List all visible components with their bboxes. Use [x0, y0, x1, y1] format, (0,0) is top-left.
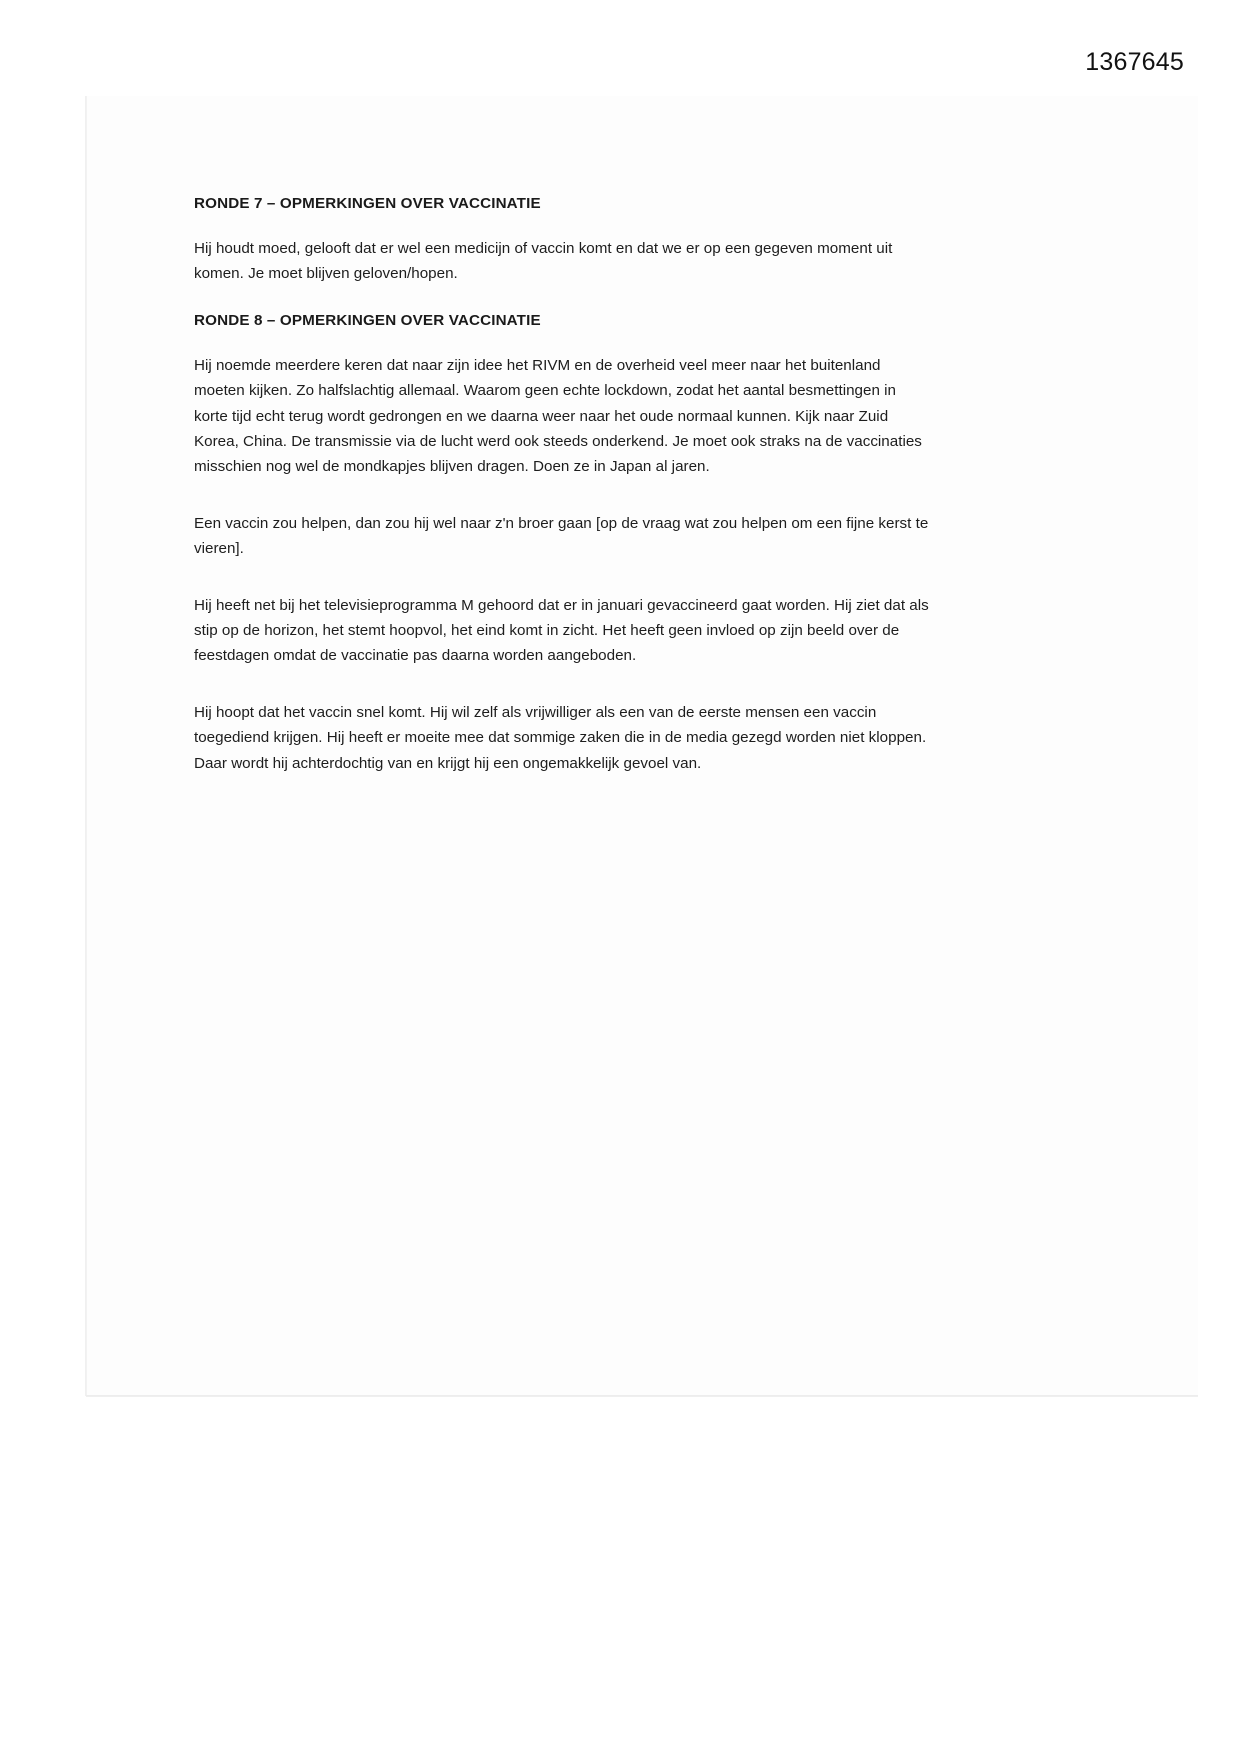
page-identifier: 1367645	[1085, 48, 1184, 76]
spacer	[194, 332, 931, 353]
spacer	[194, 669, 931, 700]
scan-edge-left	[86, 96, 87, 1396]
spacer	[194, 287, 931, 310]
spacer	[194, 480, 931, 511]
paragraph-ronde-8-1: Hij noemde meerdere keren dat naar zijn idee het RIVM en de overheid veel meer naar het buitenland moeten kijken. Zo halfslachtig allemaal. Waarom geen echte lockdown, zodat het aantal besmettingen in korte tijd echt terug wordt gedrongen en we daarna weer naar het oude normaal kunnen. Kijk naar Zuid Korea, China. De transmissie via de lucht werd ook steeds onderkend. Je moet ook straks na de vaccinaties misschien nog wel de mondkapjes blijven dragen. Doen ze in Japan al jaren.	[194, 356, 922, 476]
spacer	[194, 562, 931, 593]
paragraph-ronde-8-3: Hij heeft net bij het televisieprogramma M gehoord dat er in januari gevaccineerd gaat worden. Hij ziet dat als stip op de horizon, het stemt hoopvol, het eind komt in zicht. Het heeft geen invloed op zijn beeld over de feestdagen omdat de vaccinatie pas daarna worden aangeboden.	[194, 596, 929, 665]
paragraph-ronde-8-2: Een vaccin zou helpen, dan zou hij wel naar z'n broer gaan [op de vraag wat zou helpen om een fijne kerst te vieren].	[194, 514, 929, 558]
section-heading-ronde-7: RONDE 7 – OPMERKINGEN OVER VACCINATIE	[194, 195, 541, 212]
section-heading-ronde-8: RONDE 8 – OPMERKINGEN OVER VACCINATIE	[194, 311, 541, 329]
paragraph-ronde-7-1: Hij houdt moed, gelooft dat er wel een medicijn of vaccin komt en dat we er op een gegeven moment uit komen. Je moet blijven geloven/hopen.	[194, 240, 893, 283]
spacer	[194, 215, 931, 236]
scan-edge-bottom	[86, 1395, 1198, 1396]
document-body	[194, 193, 931, 776]
paragraph-ronde-8-4: Hij hoopt dat het vaccin snel komt. Hij wil zelf als vrijwilliger als een van de eerste mensen een vaccin toegediend krijgen. Hij heeft er moeite mee dat sommige zaken die in de media gezegd worden niet kloppen. Daar wordt hij achterdochtig van en krijgt hij een ongemakkelijk gevoel van.	[194, 703, 927, 772]
